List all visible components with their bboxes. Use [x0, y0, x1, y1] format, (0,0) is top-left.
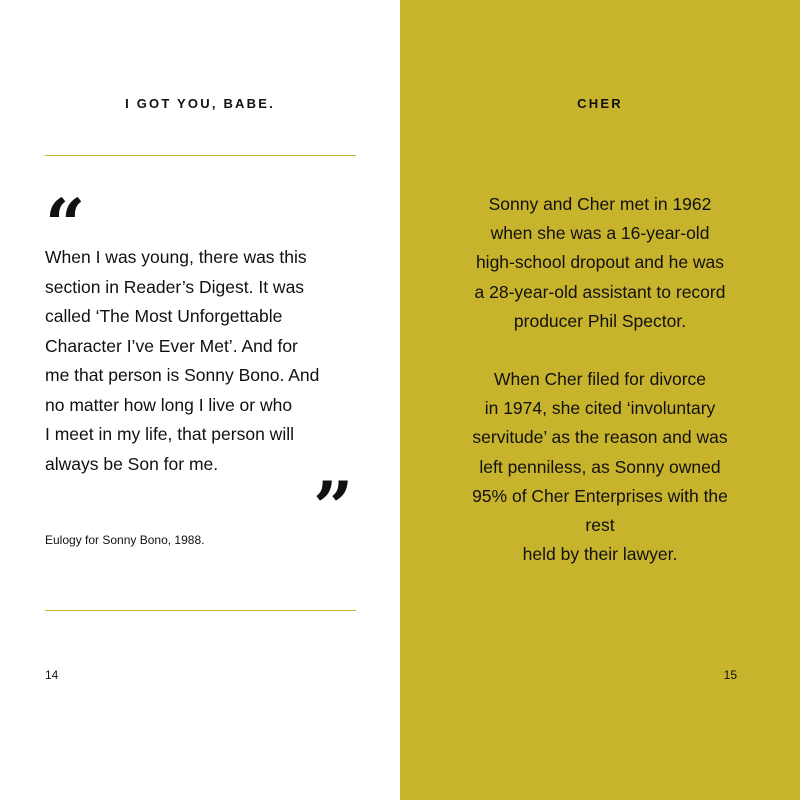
left-running-head: I GOT YOU, BABE. [125, 96, 275, 111]
page-number-right: 15 [723, 668, 737, 682]
fact-line: when she was a 16-year-old [490, 223, 710, 244]
quote-line: Character I’ve Ever Met’. And for [45, 335, 298, 356]
fact-line: When Cher filed for divorce [493, 369, 707, 390]
open-quote-mark: “ [45, 183, 86, 266]
right-running-head: CHER [577, 96, 623, 111]
fact-line: a 28-year-old assistant to record [474, 281, 726, 302]
bottom-divider-rule [45, 610, 356, 611]
quote-line: I meet in my life, that person will [45, 424, 294, 444]
fact-paragraph-1 [400, 190, 800, 336]
quote-line: section in Reader’s Digest. It was [45, 276, 305, 297]
quote-line: When I was young, there was this [45, 247, 307, 267]
page-number-left: 14 [45, 668, 59, 682]
fact-line: held by their lawyer. [522, 544, 678, 565]
quote-line: always be Son for me. [45, 453, 219, 474]
quote-text [45, 243, 365, 479]
fact-line: in 1974, she cited ‘involuntary [484, 398, 716, 419]
fact-text [400, 190, 800, 569]
fact-line: servitude’ as the reason and was [472, 427, 728, 448]
close-quote-mark: ” [313, 466, 354, 549]
fact-line: Sonny and Cher met in 1962 [488, 194, 712, 214]
quote-line: called ‘The Most Unforgettable [45, 306, 283, 326]
right-page [400, 0, 800, 800]
fact-paragraph-2 [400, 365, 800, 569]
fact-line: rest [585, 515, 615, 536]
fact-line: 95% of Cher Enterprises with the [472, 485, 728, 506]
top-divider-rule [45, 155, 356, 156]
quote-line: no matter how long I live or who [45, 394, 293, 415]
fact-line: high-school dropout and he was [475, 252, 725, 273]
quote-line: me that person is Sonny Bono. And [45, 365, 320, 385]
quote-attribution: Eulogy for Sonny Bono, 1988. [45, 533, 205, 547]
fact-line: left penniless, as Sonny owned [479, 456, 721, 477]
fact-line: producer Phil Spector. [513, 310, 687, 331]
